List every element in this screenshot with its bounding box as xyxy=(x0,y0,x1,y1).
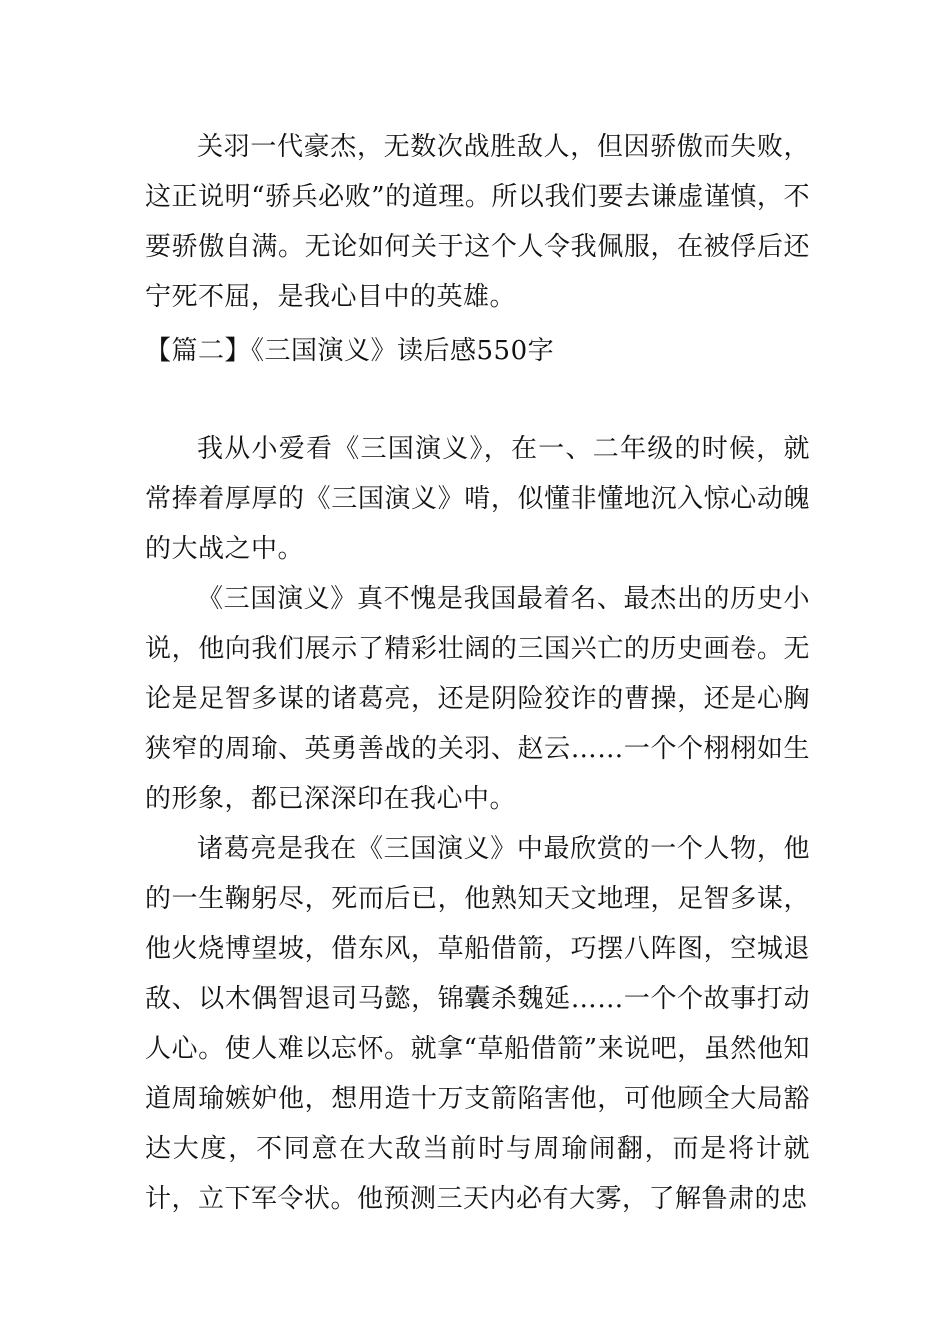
section-heading-block xyxy=(145,326,810,376)
section-heading: 【篇二】《三国演义》读后感550字 xyxy=(145,336,555,366)
paragraph-intro: 我从小爱看《三国演义》，在一、二年级的时候，就常捧着厚厚的《三国演义》啃，似懂非懂地沉入惊心动魄的大战之中。 xyxy=(145,434,810,564)
paragraph-novel-praise: 《三国演义》真不愧是我国最着名、最杰出的历史小说，他向我们展示了精彩壮阔的三国兴亡的历史画卷。无论是足智多谋的诸葛亮，还是阴险狡诈的曹操，还是心胸狭窄的周瑜、英勇善战的关羽、赵云……一个个栩栩如生的形象，都已深深印在我心中。 xyxy=(145,584,810,814)
essay-two-body xyxy=(145,424,810,1224)
paragraph-zhuge-liang: 诸葛亮是我在《三国演义》中最欣赏的一个人物，他的一生鞠躬尽，死而后已，他熟知天文地理，足智多谋，他火烧博望坡，借东风，草船借箭，巧摆八阵图，空城退敌、以木偶智退司马懿，锦囊杀魏延……一个个故事打动人心。使人难以忘怀。就拿“草船借箭”来说吧，虽然他知道周瑜嫉妒他，想用造十万支箭陷害他，可他顾全大局豁达大度，不同意在大敌当前时与周瑜闹翻，而是将计就计，立下军令状。他预测三天内必有大雾，了解鲁肃的忠 xyxy=(145,834,810,1214)
paragraph-guan-yu: 关羽一代豪杰，无数次战胜敌人，但因骄傲而失败，这正说明“骄兵必败”的道理。所以我们要去谦虚谨慎，不要骄傲自满。无论如何关于这个人令我佩服，在被俘后还宁死不屈，是我心目中的英雄。 xyxy=(145,132,810,312)
essay-one-ending xyxy=(145,122,810,322)
